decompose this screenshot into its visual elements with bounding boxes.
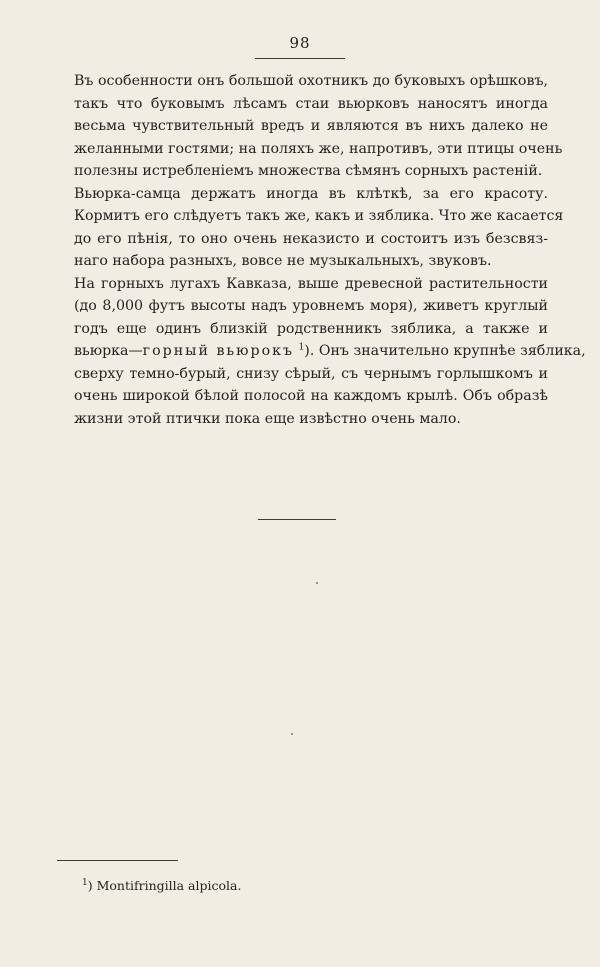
- page-number: 98: [289, 34, 311, 52]
- footnote-rule: [57, 860, 178, 861]
- text-line: [74, 340, 586, 363]
- paragraph-3: [74, 273, 586, 431]
- line-fragment: ). Онъ значительно крупнѣе зяблика,: [304, 343, 586, 359]
- footnote: [82, 878, 241, 893]
- text-line: Въ особенности онъ большой охотникъ до буковыхъ орѣшковъ,: [74, 73, 548, 89]
- paper-speck: [316, 582, 318, 584]
- text-line: (до 8,000 футъ высоты надъ уровнемъ моря), живетъ круглый: [74, 298, 548, 314]
- text-line: сверху темно-бурый, снизу сѣрый, съ чернымъ горлышкомъ и: [74, 365, 548, 382]
- text-line: весьма чувствительный вредъ и являются въ нихъ далеко не: [74, 118, 548, 134]
- paper-speck: [291, 733, 293, 735]
- text-line: годъ еще одинъ близкій родственникъ зяблика, а также и: [74, 320, 548, 337]
- text-line: такъ что буковымъ лѣсамъ стаи вьюрковъ наносятъ иногда: [74, 95, 548, 112]
- text-line: наго набора разныхъ, вовсе не музыкальныхъ, звуковъ.: [74, 253, 492, 269]
- text-line: жизни этой птички пока еще извѣстно очень мало.: [74, 410, 461, 427]
- line-fragment: вьюрка—: [74, 343, 143, 359]
- footnote-ref[interactable]: 1: [298, 342, 305, 353]
- species-name: горный вьюрокъ: [142, 343, 295, 359]
- text-line: очень широкой бѣлой полосой на каждомъ крылѣ. Объ образѣ: [74, 388, 548, 404]
- footnote-marker: 1: [82, 877, 88, 888]
- text-line: Кормитъ его слѣдуетъ такъ же, какъ и зяблика. Что же касается: [74, 208, 564, 224]
- text-line: Вьюрка-самца держатъ иногда въ клѣткѣ, за его красоту.: [74, 185, 548, 202]
- paragraph-1: [74, 70, 563, 183]
- text-line: На горныхъ лугахъ Кавказа, выше древесной растительности: [74, 275, 548, 292]
- body-text: [74, 70, 586, 430]
- text-line: желанными гостями; на поляхъ же, напротивъ, эти птицы очень: [74, 140, 563, 157]
- paragraph-2: [74, 183, 564, 273]
- page-number-rule: [255, 58, 345, 59]
- text-line: полезны истребленіемъ множества сѣмянъ сорныхъ растеній.: [74, 163, 543, 179]
- text-line: до его пѣнія, то оно очень неказисто и состоитъ изъ безсвяз-: [74, 230, 548, 247]
- section-separator: [258, 519, 336, 520]
- footnote-text: ) Montifringilla alpicola.: [87, 878, 242, 893]
